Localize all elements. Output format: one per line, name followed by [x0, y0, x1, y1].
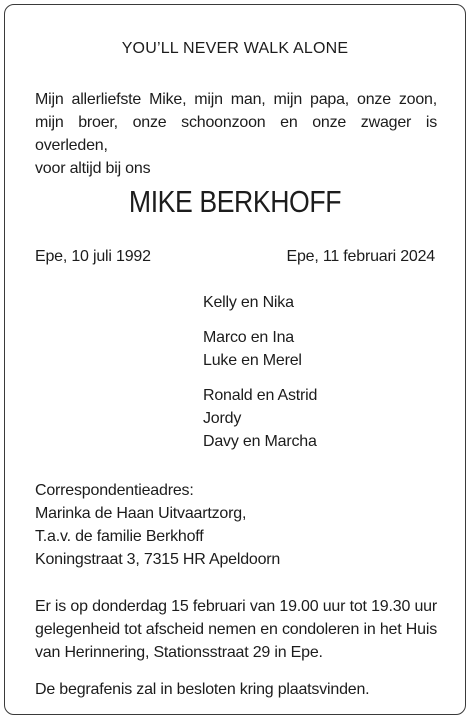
visitation-line: van Herinnering, Stationsstraat 29 in Epe.: [35, 644, 323, 661]
intro-line: Mijn allerliefste Mike, mijn man, mijn papa, onze zoon,: [35, 91, 437, 108]
intro-line: mijn broer, onze schoonzoon en onze zwager is overleden,: [35, 114, 437, 154]
death-date: Epe, 11 februari 2024: [286, 248, 435, 265]
deceased-name: MIKE BERKHOFF: [128, 184, 342, 219]
family-member: Jordy: [203, 410, 242, 427]
family-group: [203, 384, 317, 453]
family-member: Ronald en Astrid: [203, 387, 318, 404]
motto: YOU’LL NEVER WALK ALONE: [121, 40, 349, 57]
visitation-line: gelegenheid tot afscheid nemen en condoleren in het Huis: [35, 621, 437, 638]
correspondence-line: Correspondentieadres:: [35, 482, 194, 499]
family-member: Luke en Merel: [203, 352, 302, 369]
correspondence-line: Koningstraat 3, 7315 HR Apeldoorn: [35, 551, 281, 568]
family-member: Kelly en Nika: [203, 294, 294, 311]
visitation-line: Er is op donderdag 15 februari van 19.00 uur tot 19.30 uur: [35, 598, 437, 615]
funeral-note: De begrafenis zal in besloten kring plaatsvinden.: [35, 681, 370, 698]
intro-text: [35, 88, 437, 180]
family-member: Marco en Ina: [203, 329, 294, 346]
family-member: Davy en Marcha: [203, 433, 317, 450]
obituary-card: [4, 4, 466, 715]
family-list: [203, 291, 317, 465]
correspondence-line: Marinka de Haan Uitvaartzorg,: [35, 505, 247, 522]
visitation-info: [35, 595, 437, 664]
family-group: [203, 291, 317, 314]
family-group: [203, 326, 317, 372]
correspondence-address: [35, 479, 280, 571]
intro-line: voor altijd bij ons: [35, 160, 151, 177]
birth-date: Epe, 10 juli 1992: [35, 248, 151, 265]
correspondence-line: T.a.v. de familie Berkhoff: [35, 528, 204, 545]
